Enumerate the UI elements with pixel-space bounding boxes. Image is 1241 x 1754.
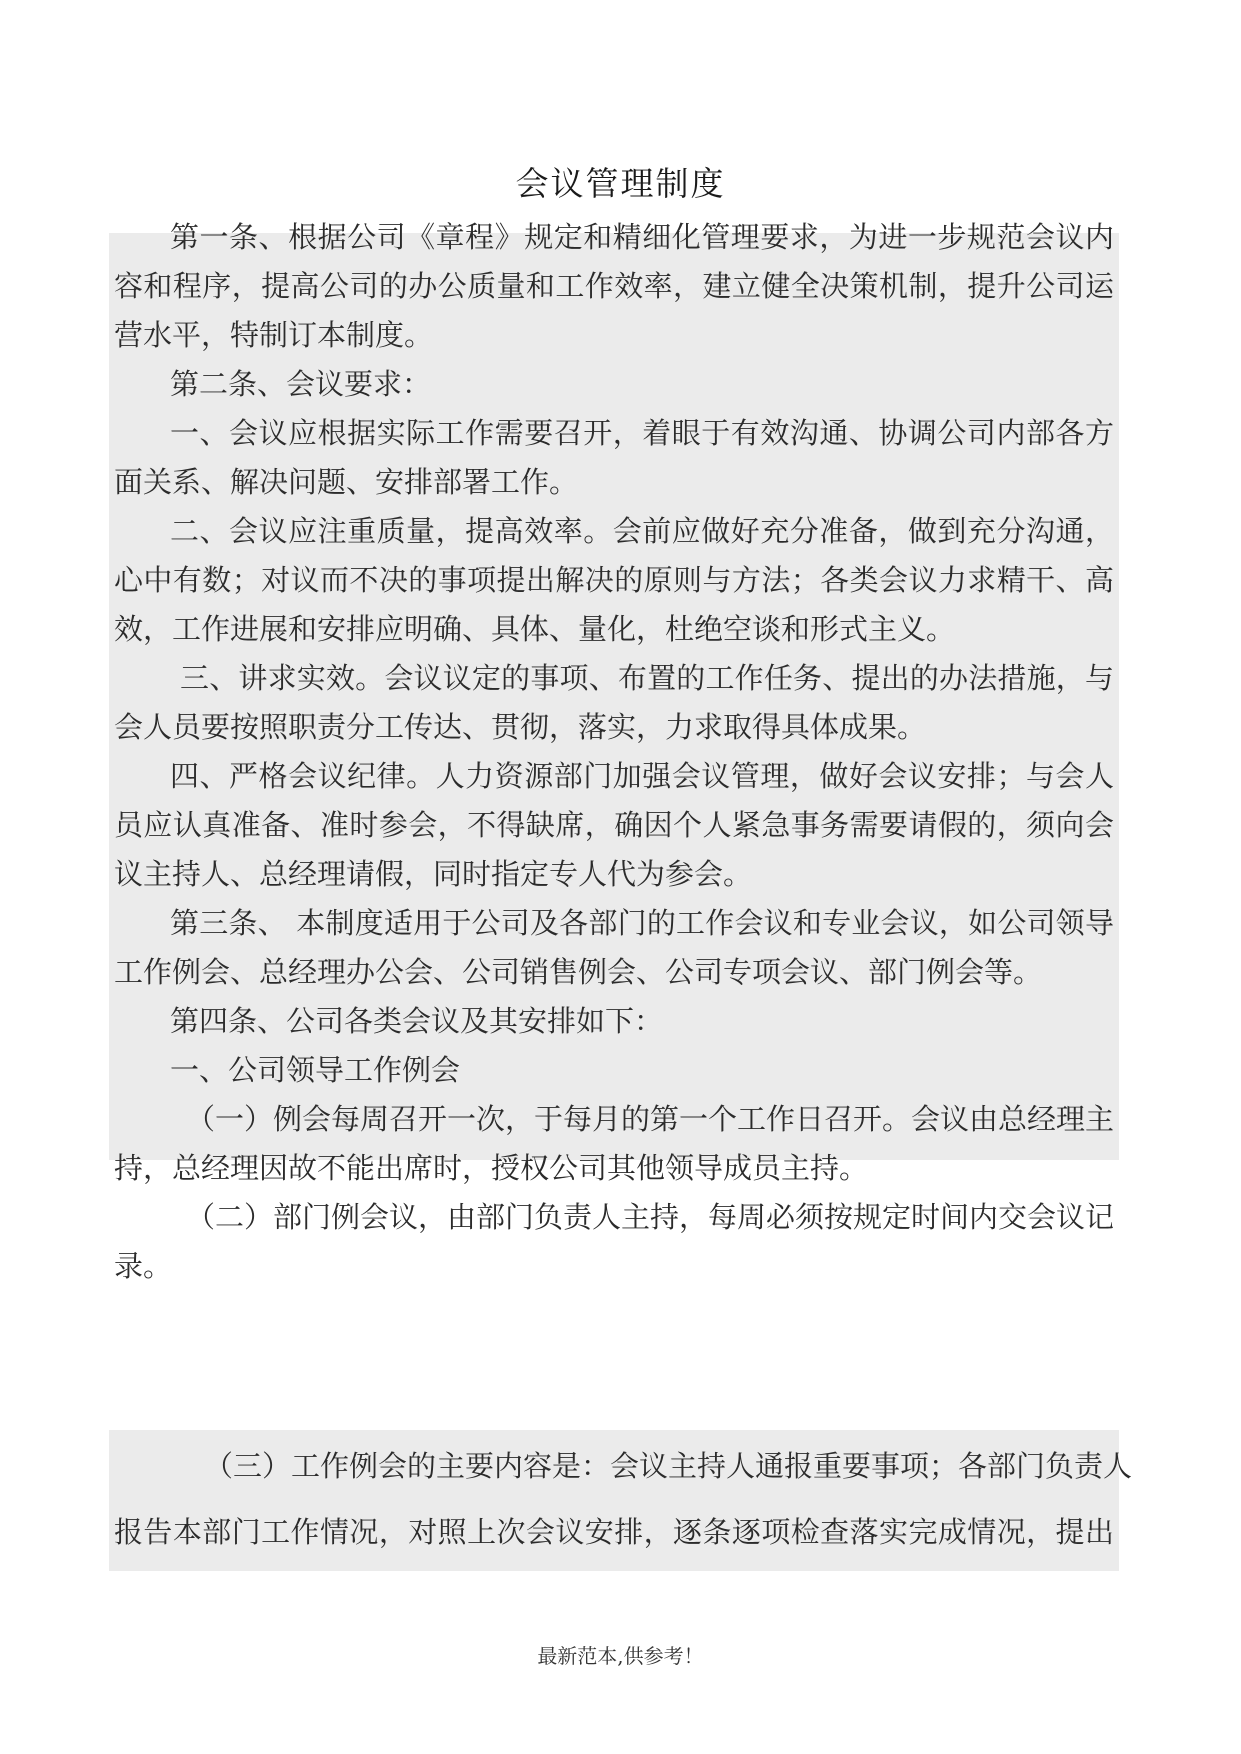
paragraph-line: 第一条、根据公司《章程》规定和精细化管理要求，为进一步规范会议内 bbox=[170, 220, 1114, 254]
paragraph-line: 容和程序，提高公司的办公质量和工作效率，建立健全决策机制，提升公司运 bbox=[114, 269, 1114, 303]
document-title: 会议管理制度 bbox=[515, 164, 726, 203]
paragraph-line: 报告本部门工作情况，对照上次会议安排，逐条逐项检查落实完成情况，提出 bbox=[114, 1515, 1114, 1549]
paragraph-line: （一）例会每周召开一次，于每月的第一个工作日召开。会议由总经理主 bbox=[186, 1102, 1115, 1136]
paragraph-line: 效，工作进展和安排应明确、具体、量化，杜绝空谈和形式主义。 bbox=[114, 612, 956, 646]
paragraph-line: 二、会议应注重质量，提高效率。会前应做好充分准备，做到充分沟通， bbox=[170, 514, 1114, 548]
paragraph-line: 工作例会、总经理办公会、公司销售例会、公司专项会议、部门例会等。 bbox=[114, 955, 1043, 989]
paragraph-line: 第三条、 本制度适用于公司及各部门的工作会议和专业会议，如公司领导 bbox=[170, 906, 1114, 940]
paragraph-line: 四、严格会议纪律。人力资源部门加强会议管理，做好会议安排；与会人 bbox=[170, 759, 1114, 793]
paragraph-line: 第二条、会议要求： bbox=[170, 367, 432, 401]
paragraph-line: 会人员要按照职责分工传达、贯彻，落实，力求取得具体成果。 bbox=[114, 710, 927, 744]
paragraph-line: 议主持人、总经理请假，同时指定专人代为参会。 bbox=[114, 857, 753, 891]
paragraph-line: 营水平，特制订本制度。 bbox=[114, 318, 434, 352]
paragraph-line: 一、会议应根据实际工作需要召开，着眼于有效沟通、协调公司内部各方 bbox=[170, 416, 1114, 450]
paragraph-line: 第四条、公司各类会议及其安排如下： bbox=[170, 1004, 664, 1038]
paragraph-line: 面关系、解决问题、安排部署工作。 bbox=[114, 465, 579, 499]
paragraph-line: 持，总经理因故不能出席时，授权公司其他领导成员主持。 bbox=[114, 1151, 869, 1185]
paragraph-line: （三）工作例会的主要内容是：会议主持人通报重要事项；各部门负责人 bbox=[204, 1449, 1133, 1483]
paragraph-line: （二）部门例会议，由部门负责人主持，每周必须按规定时间内交会议记 bbox=[186, 1200, 1115, 1234]
paragraph-line: 录。 bbox=[114, 1249, 173, 1283]
paragraph-line: 三、讲求实效。会议议定的事项、布置的工作任务、提出的办法措施，与 bbox=[180, 661, 1114, 695]
paragraph-line: 一、公司领导工作例会 bbox=[170, 1053, 461, 1087]
paragraph-line: 员应认真准备、准时参会，不得缺席，确因个人紧急事务需要请假的，须向会 bbox=[114, 808, 1114, 842]
paragraph-line: 心中有数；对议而不决的事项提出解决的原则与方法；各类会议力求精干、高 bbox=[114, 563, 1114, 597]
page-footer: 最新范本,供参考！ bbox=[537, 1644, 704, 1668]
